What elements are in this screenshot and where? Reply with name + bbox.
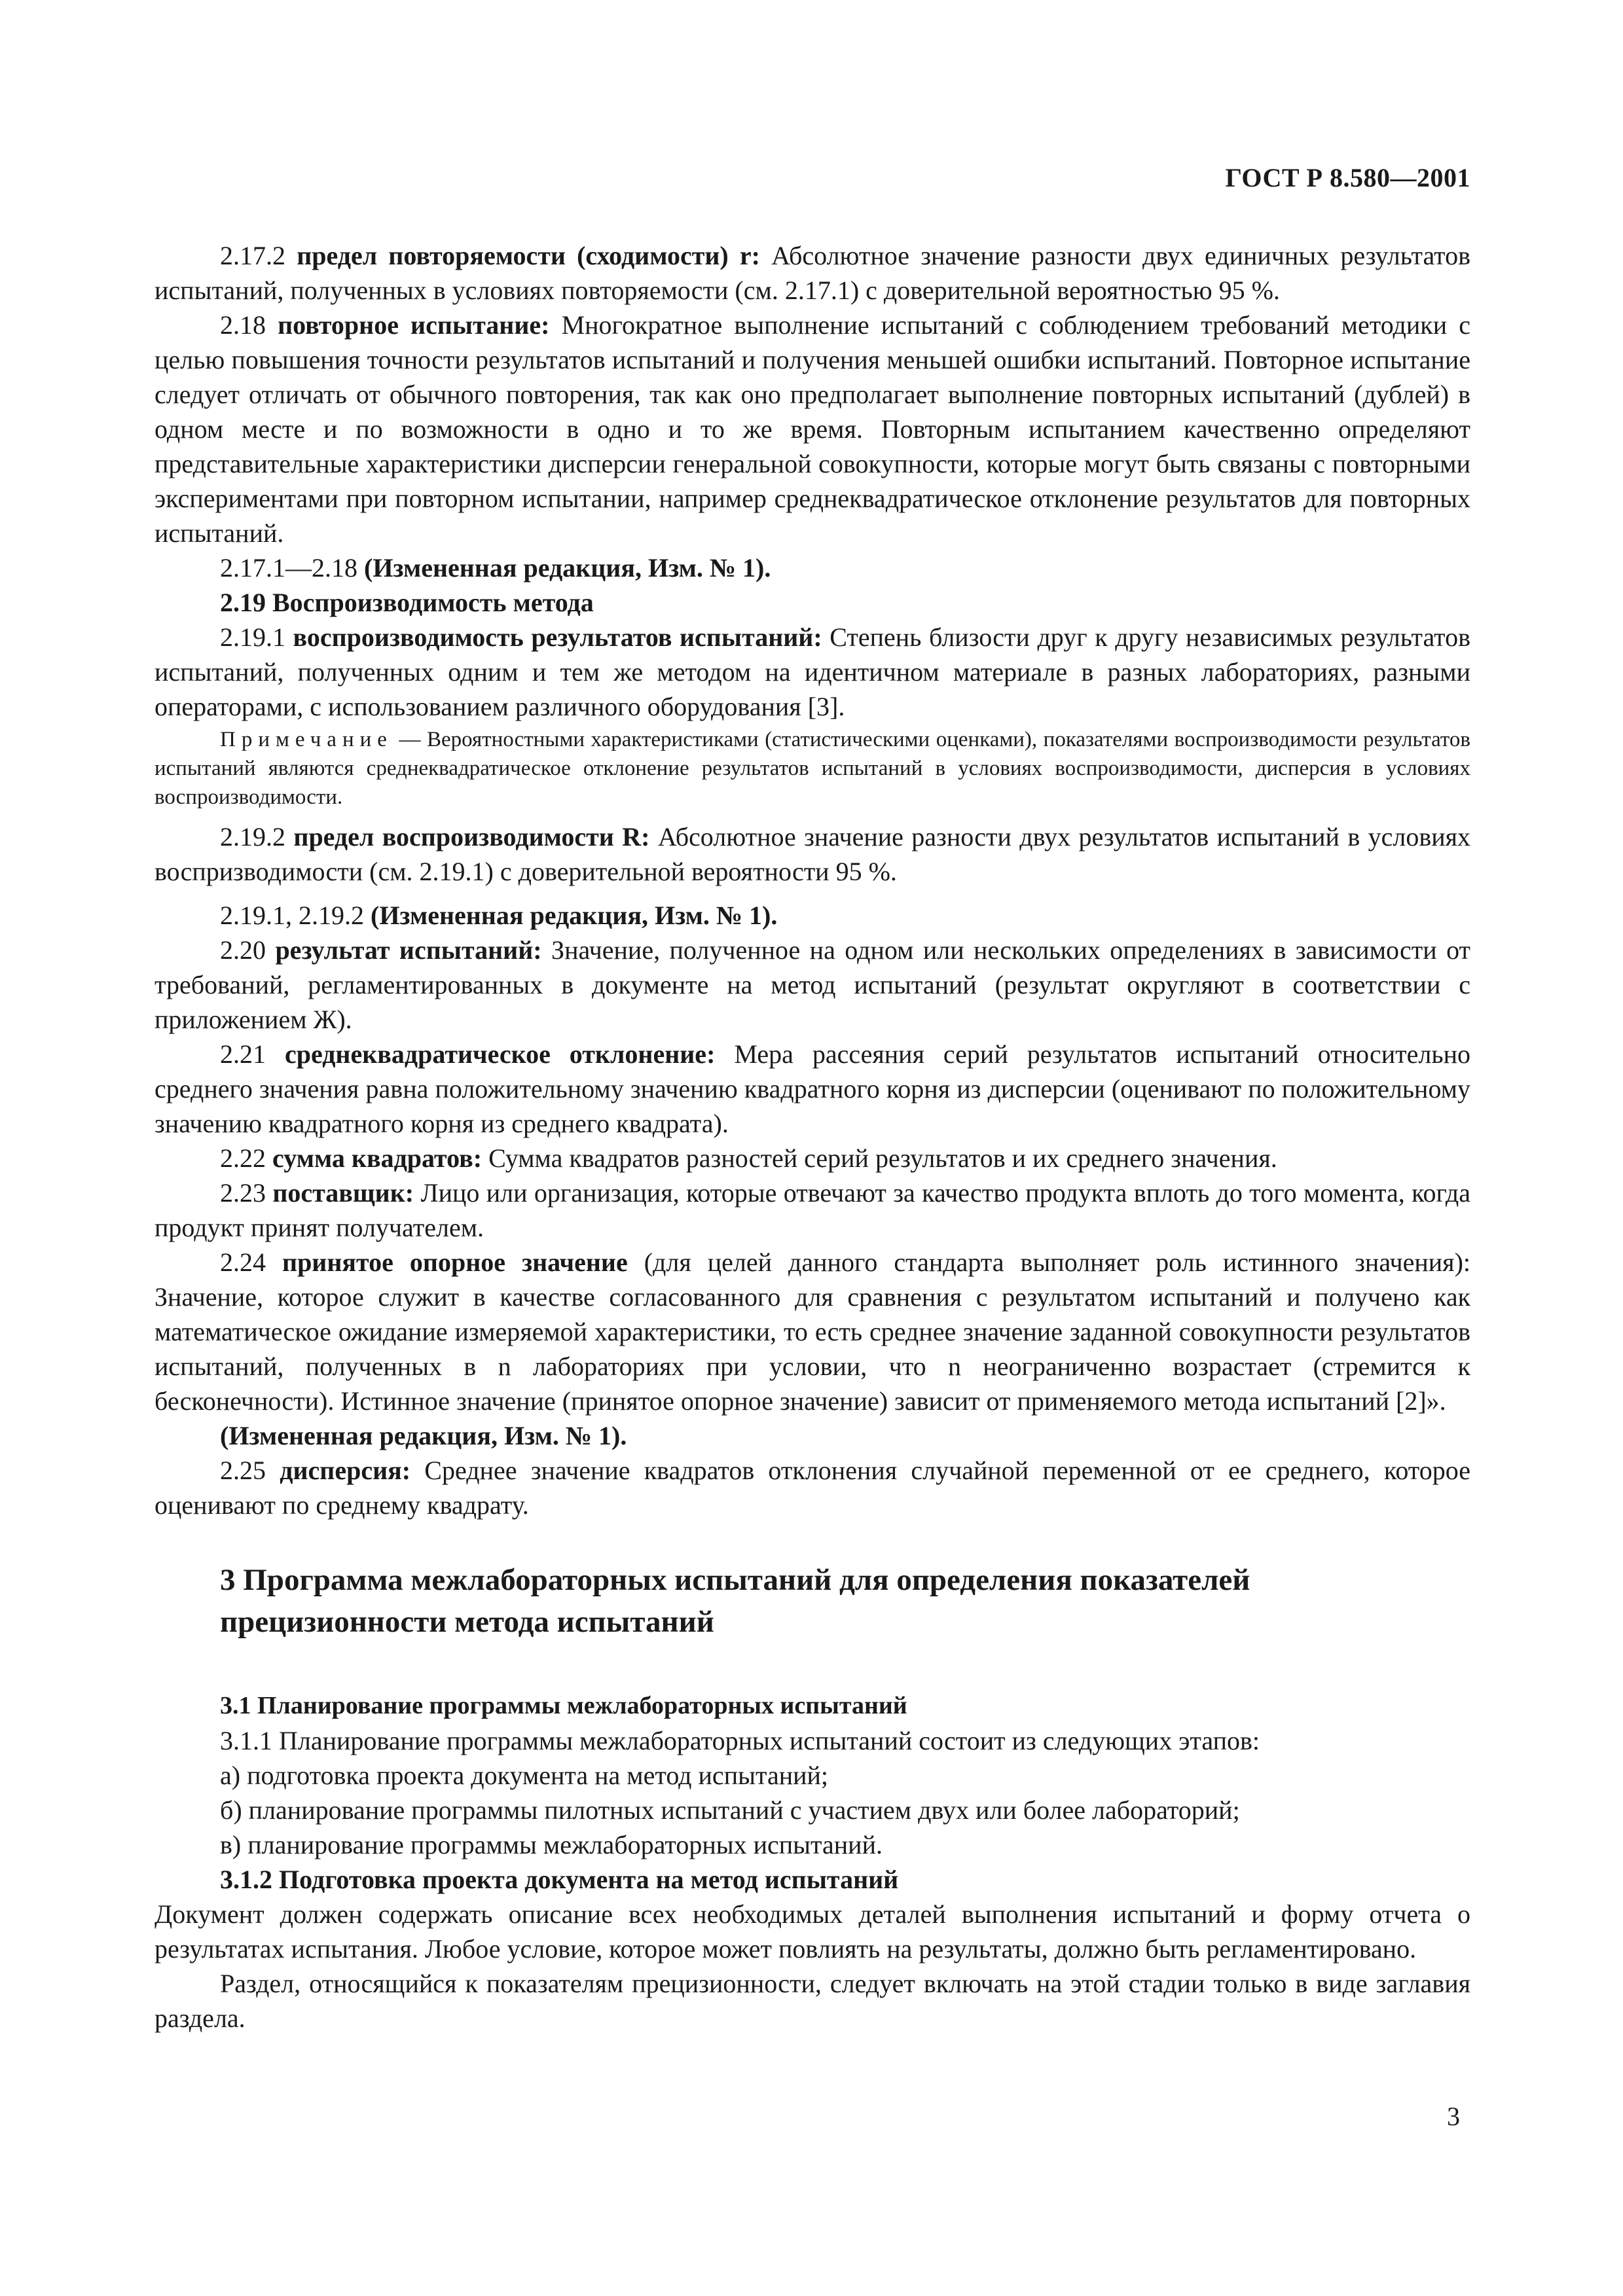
term: среднеквадратическое отклонение: [284,1039,716,1069]
clause-number: 2.21 [220,1039,285,1069]
definition: Среднее значение квадратов отклонения случайной переменной от ее среднего, которое оценивают по среднему квадрату. [155,1456,1470,1520]
term: повторное испытание: [278,310,550,340]
clause-3-1-2-paragraph-2: Раздел, относящийся к показателям прецизионности, следует включать на этой стадии только в виде заглавия раздела. [155,1969,1470,2033]
note-paragraph [155,725,1470,812]
section-3-title: 3 Программа межлабораторных испытаний для определения показателей прецизионности метода испытаний [220,1563,1250,1639]
amendment-note-1 [155,550,1470,585]
amendment-text: (Измененная редакция, Изм. № 1). [364,553,771,583]
clause-number: 2.19.1, 2.19.2 [220,901,371,930]
term: воспроизводимость результатов испытаний: [293,622,822,652]
clause-number: 2.24 [220,1247,283,1277]
term: предел воспроизводимости R: [293,822,650,852]
clause-3-1-1: 3.1.1 Планирование программы межлабораторных испытаний состоит из следующих этапов: [220,1726,1260,1755]
list-item: в) планирование программы межлабораторных испытаний. [220,1830,883,1859]
document-id-header: ГОСТ Р 8.580—2001 [1225,163,1470,192]
clause-number: 2.20 [220,935,276,965]
definition: Лицо или организация, которые отвечают за качество продукта вплоть до того момента, когда продукт принят получателем. [155,1178,1471,1242]
definition: Абсолютное значение разности двух единичных результатов испытаний, полученных в условиях повторяемости (см. 2.17.1) с доверительной вероятностью 95 %. [155,241,1471,305]
clause-2-18 [155,308,1470,550]
definition: Значение, полученное на одном или нескольких определениях в зависимости от требований, регламентированных в документе на метод испытаний (результат округляют в соответствии с приложением Ж). [155,935,1471,1034]
clause-3-1-2-paragraph-1: Документ должен содержать описание всех необходимых деталей выполнения испытаний и форму отчета о результатах испытания. Любое условие, которое может повлиять на результаты, должно быть регламентировано. [155,1899,1470,1964]
definition: Степень близости друг к другу независимых результатов испытаний, полученных одним и тем же методом на идентичном материале в разных лабораториях, разными операторами, с использованием различного оборудования [3]. [155,622,1471,721]
clause-2-25 [155,1453,1470,1522]
term: дисперсия: [280,1456,411,1485]
term: принятое опорное значение [282,1247,628,1277]
list-item: а) подготовка проекта документа на метод испытаний; [220,1761,829,1790]
list-item: б) планирование программы пилотных испытаний с участием двух или более лабораторий; [220,1795,1240,1825]
term: результат испытаний: [275,935,542,965]
subsection-3-1-2-title: 3.1.2 Подготовка проекта документа на метод испытаний [220,1865,899,1894]
definition: Многократное выполнение испытаний с соблюдением требований методики с целью повышения точности результатов испытаний и получения меньшей ошибки испытаний. Повторное испытание следует отличать от обычного повторения, так как оно предполагает выполнение повторных испытаний (дублей) в одном месте и по возможности в одно и то же время. Повторным испытанием качественно определяют представительные характеристики дисперсии генеральной совокупности, которые могут быть связаны с повторными экспериментами при повторном испытании, например среднеквадратическое отклонение результатов для повторных испытаний. [155,310,1471,548]
definition: (для целей данного стандарта выполняет роль истинного значения): Значение, которое служит в качестве согласованного для сравнения с результатом испытаний и получено как математическое ожидание измеряемой характеристики, то есть среднее значение заданной совокупности результатов испытаний, полученных в n лабораториях при условии, что n неограниченно возрастает (стремится к бесконечности). Истинное значение (принятое опорное значение) зависит от применяемого метода испытаний [2]». [155,1247,1470,1416]
amendment-note-2 [155,898,1470,933]
clause-2-24 [155,1245,1470,1418]
document-page [155,0,1470,2296]
clause-2-17-2 [155,238,1470,308]
definition: Мера рассеяния серий результатов испытаний относительно среднего значения равна положительному значению квадратного корня из дисперсии (оценивают по положительному значению квадратного корня из среднего квадрата). [155,1039,1470,1138]
term: поставщик: [272,1178,414,1208]
clause-2-19-heading: 2.19 Воспроизводимость метода [220,588,594,617]
clause-number: 2.23 [220,1178,273,1208]
clause-2-22 [155,1141,1470,1175]
term: сумма квадратов: [272,1143,483,1173]
clause-number: 2.19.1 [220,622,293,652]
clause-2-19-1 [155,620,1470,724]
clause-number: 2.22 [220,1143,272,1173]
amendment-note-3: (Измененная редакция, Изм. № 1). [220,1421,627,1450]
clause-number: 2.25 [220,1456,280,1485]
note-text: — Вероятностными характеристиками (статистическими оценками), показателями воспроизводимости результатов испытаний являются среднеквадратическое отклонение результатов испытаний в условиях воспроизводимости, дисперсия в условиях воспроизводимости. [155,728,1470,809]
document-body [155,238,1470,2036]
subsection-3-1-title: 3.1 Планирование программы межлабораторных испытаний [220,1692,907,1719]
note-label: Примечание [220,728,393,751]
clause-number: 2.19.2 [220,822,294,852]
clause-2-19-2 [155,819,1470,889]
page-number: 3 [1447,2102,1460,2131]
clause-2-21 [155,1037,1470,1141]
definition: Сумма квадратов разностей серий результатов и их среднего значения. [482,1143,1277,1173]
definition: Абсолютное значение разности двух результатов испытаний в условиях воспризводимости (см. 2.19.1) с доверительной вероятности 95 %. [155,822,1471,886]
clause-2-23 [155,1175,1470,1245]
clause-2-20 [155,933,1470,1037]
clause-number: 2.17.1—2.18 [220,553,364,583]
clause-number: 2.17.2 [220,241,297,270]
term: предел повторяемости (сходимости) r: [297,241,760,270]
clause-number: 2.18 [220,310,278,340]
amendment-text: (Измененная редакция, Изм. № 1). [371,901,778,930]
